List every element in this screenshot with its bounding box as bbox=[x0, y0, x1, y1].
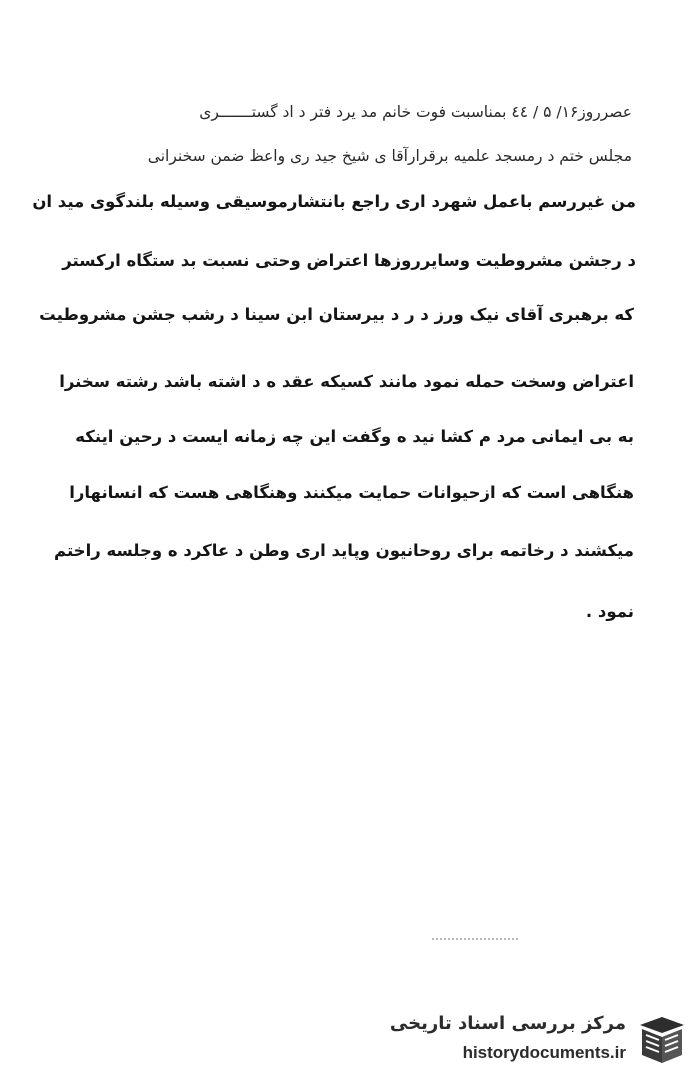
text-line-10: نمود . bbox=[585, 602, 634, 621]
faint-dotted-mark bbox=[432, 938, 518, 940]
text-line-8: هنگاهی است که ازحیوانات حمایت میکنند وهنگاهی هست که انسانهارا bbox=[69, 483, 634, 502]
text-line-5: که برهبری آقای نیک ورز د ر د بیرستان ابن سینا د رشب جشن مشروطیت bbox=[39, 305, 634, 324]
watermark bbox=[389, 1009, 690, 1071]
text-line-4: د رجشن مشروطیت وسایرروزها اعتراض وحتی نسبت بد ستگاه ارکستر bbox=[62, 251, 636, 270]
text-line-6: اعتراض وسخت حمله نمود مانند کسیکه عقد ه د اشته باشد رشته سخنرا bbox=[59, 372, 634, 391]
text-line-2: مجلس ختم د رمسجد علمیه برقرارآقا ی شیخ جید ری واعظ ضمن سخنرانی bbox=[147, 147, 632, 165]
book-logo-icon bbox=[632, 1011, 690, 1069]
watermark-title: مرکز بررسی اسناد تاریخی bbox=[389, 1013, 626, 1034]
watermark-url: historydocuments.ir bbox=[462, 1043, 626, 1062]
text-line-9: میکشند د رخاتمه برای روحانیون وپاید اری وطن د عاکرد ه وجلسه راختم bbox=[54, 541, 634, 560]
text-line-3: من غیررسم باعمل شهرد اری راجع بانتشارموسیقی وسیله بلندگوی مید ان bbox=[32, 192, 636, 211]
text-line-1: عصرروز۱۶/ ۵ / ٤٤ بمناسبت فوت خانم مد یرد فتر د اد گستـــــــری bbox=[199, 103, 632, 121]
text-line-7: به بی ایمانی مرد م کشا نید ه وگفت این چه زمانه ایست د رحین اینکه bbox=[75, 427, 634, 446]
